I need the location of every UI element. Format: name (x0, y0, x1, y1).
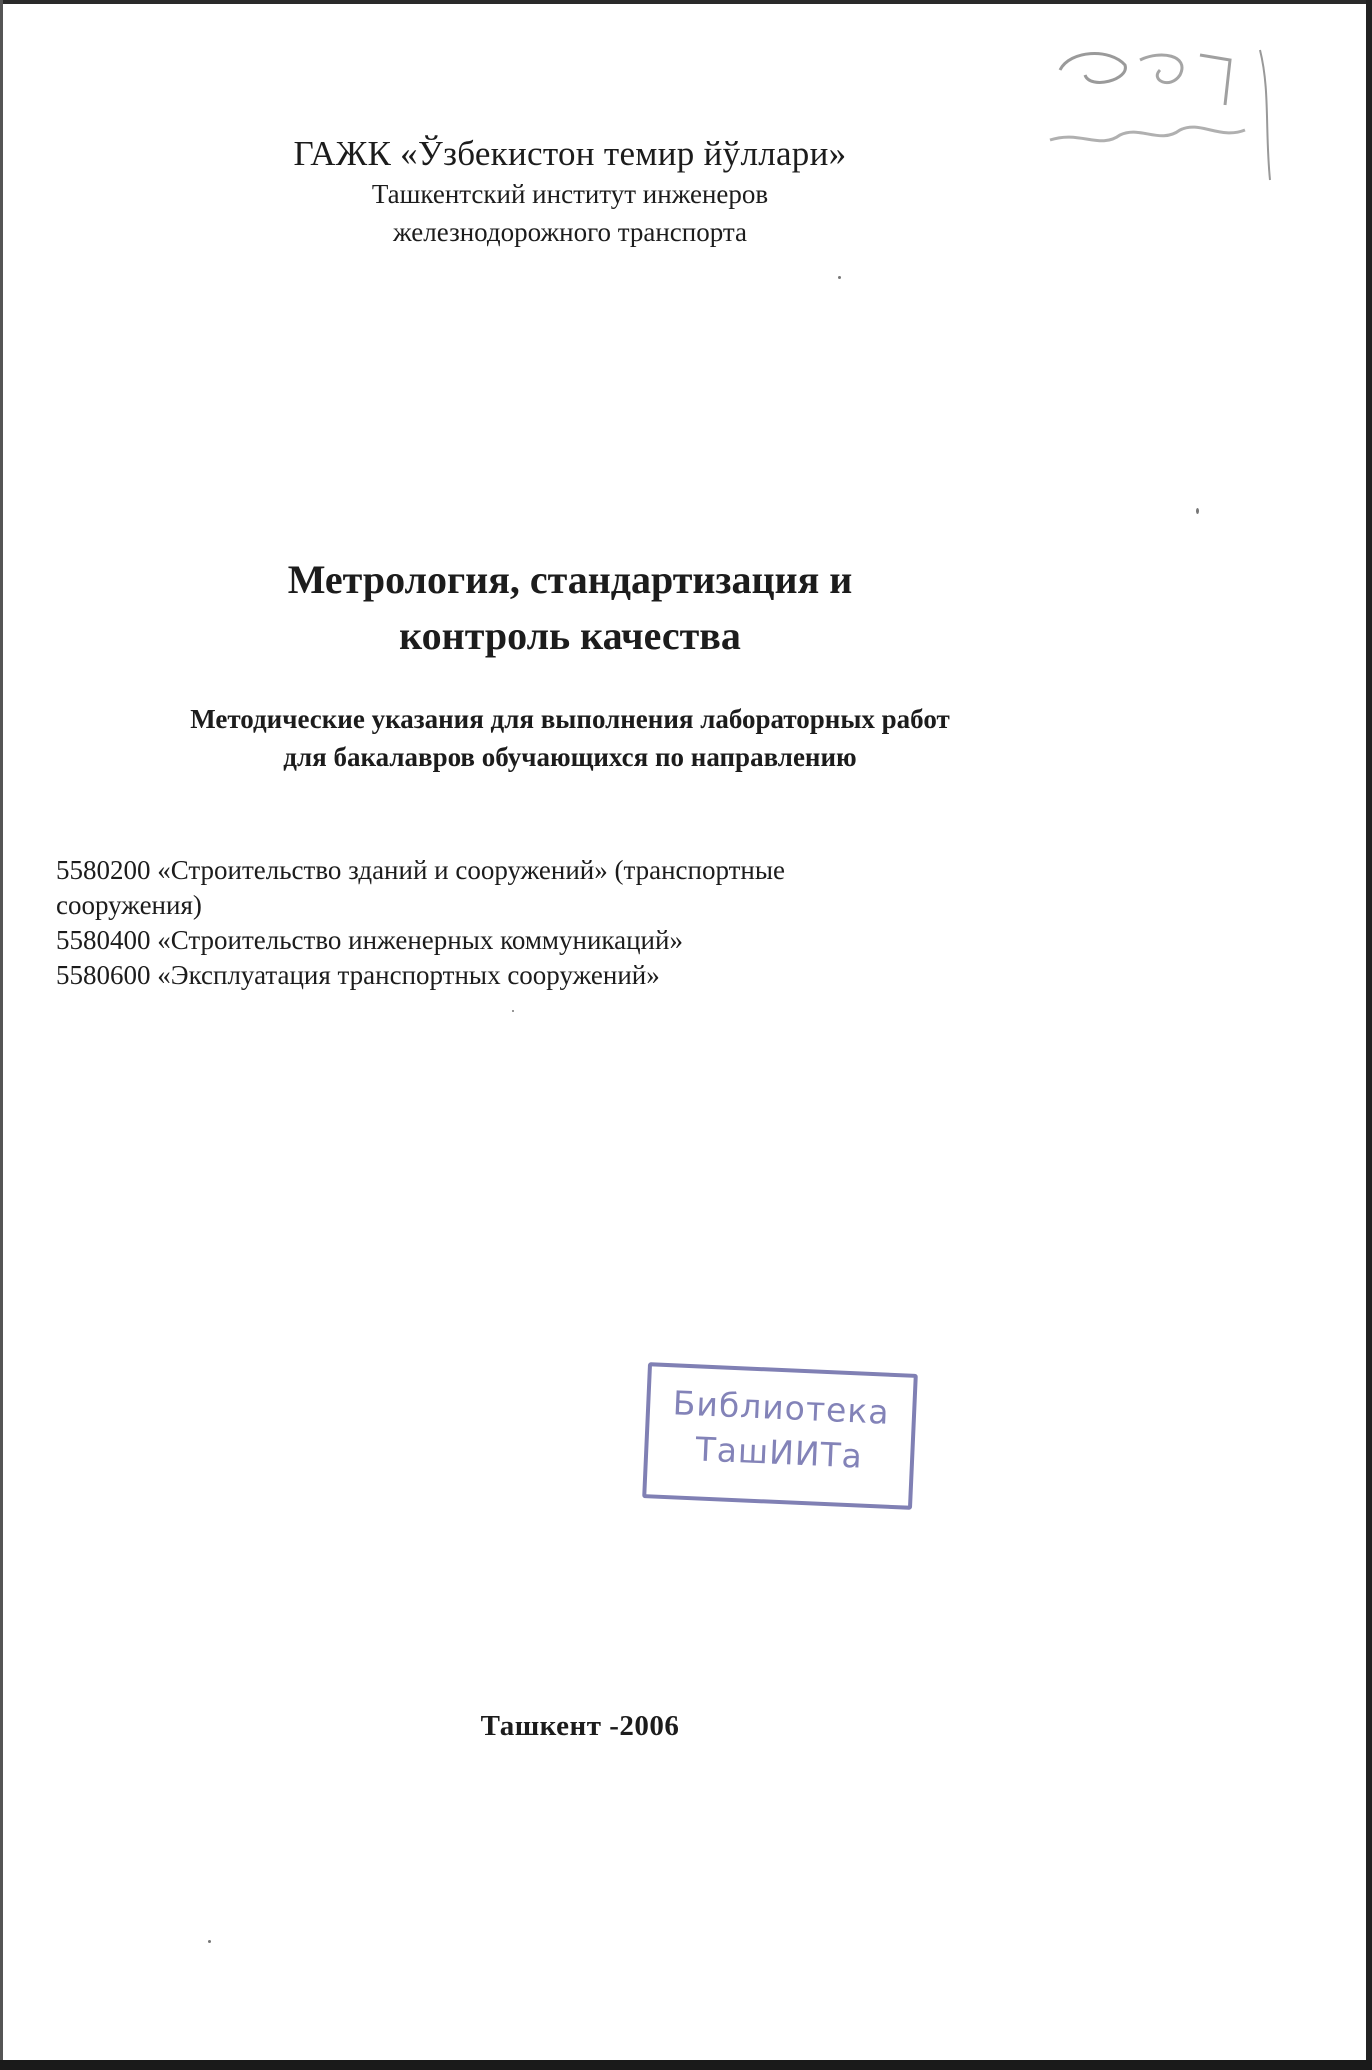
specialty-line: 5580400 «Строительство инженерных коммуникаций» (56, 925, 683, 955)
specialties-list (56, 853, 956, 993)
scan-speck (838, 276, 841, 279)
scan-speck (208, 1940, 211, 1943)
scan-speck (1196, 508, 1199, 514)
scan-edge-bottom (0, 2060, 1372, 2070)
institute-name-line1: Ташкентский институт инженеров (371, 179, 769, 209)
subtitle-line1: Методические указания для выполнения лабораторных работ (190, 704, 950, 734)
city-year: Ташкент -2006 (480, 1710, 680, 1742)
document-title (0, 552, 1140, 664)
specialty-line: 5580600 «Эксплуатация транспортных сооружений» (56, 960, 660, 990)
stamp-line1: Библиотека (672, 1383, 891, 1432)
specialty-line: сооружения) (56, 890, 202, 920)
scan-speck (512, 1010, 514, 1012)
scan-edge-top (0, 0, 1372, 4)
title-line2: контроль качества (399, 613, 741, 658)
document-subtitle (0, 700, 1140, 776)
stamp-line2: ТашИИТа (694, 1429, 864, 1476)
library-stamp (642, 1362, 918, 1510)
organization-name: ГАЖК «Ўзбекистон темир йўллари» (293, 134, 847, 173)
subtitle-line2: для бакалавров обучающихся по направлению (283, 742, 857, 772)
scan-edge-left (0, 0, 3, 2070)
scan-edge-right (1366, 0, 1372, 2070)
institute-name-line2: железнодорожного транспорта (393, 217, 747, 247)
title-line1: Метрология, стандартизация и (287, 557, 853, 602)
specialty-line: 5580200 «Строительство зданий и сооружений» (транспортные (56, 855, 785, 885)
